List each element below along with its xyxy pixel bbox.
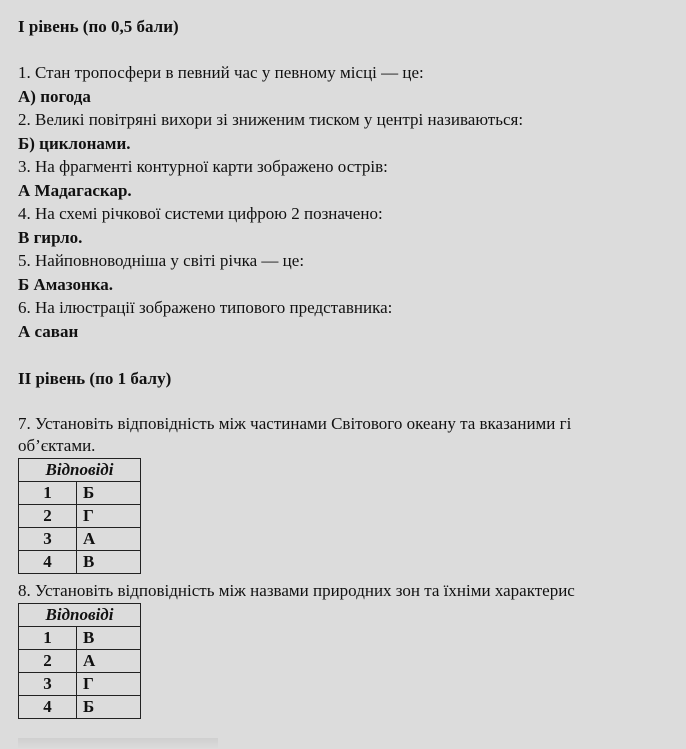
row-number: 3 [19,673,77,696]
row-answer: В [77,627,141,650]
level2-heading: ІІ рівень (по 1 балу) [18,369,172,388]
question-4: 4. На схемі річкової системи цифрою 2 позначено: [18,204,383,223]
level1-heading: І рівень (по 0,5 бали) [18,17,179,36]
cut-off-text [18,738,218,749]
table-row [19,627,141,650]
row-answer: Г [77,505,141,528]
table-row [19,673,141,696]
row-answer: А [77,528,141,551]
row-number: 2 [19,650,77,673]
row-answer: Г [77,673,141,696]
table-row [19,482,141,505]
question-2: 2. Великі повітряні вихори зі зниженим тиском у центрі називаються: [18,110,524,129]
question-7-line1: 7. Установіть відповідність між частинами Світового океану та вказаними гі [18,414,572,433]
answer-3: А Мадагаскар. [18,181,132,200]
question-1: 1. Стан тропосфери в певний час у певному місці — це: [18,63,424,82]
row-answer: В [77,551,141,574]
table-row [19,505,141,528]
row-number: 3 [19,528,77,551]
question-8-line1: 8. Установіть відповідність між назвами природних зон та їхніми характерис [18,581,575,600]
row-number: 1 [19,482,77,505]
question-6: 6. На ілюстрації зображено типового представника: [18,298,393,317]
question-7-line2: об’єктами. [18,436,96,455]
question-3: 3. На фрагменті контурної карти зображено острів: [18,157,388,176]
table-header: Відповіді [19,604,141,627]
answer-table-8 [18,603,141,719]
row-answer: Б [77,482,141,505]
answer-4: В гирло. [18,228,83,247]
answer-2: Б) циклонами. [18,134,131,153]
table-header: Відповіді [19,459,141,482]
table-row [19,650,141,673]
table-row [19,696,141,719]
row-number: 1 [19,627,77,650]
row-answer: Б [77,696,141,719]
question-5: 5. Найповноводніша у світі річка — це: [18,251,305,270]
row-number: 4 [19,696,77,719]
row-answer: А [77,650,141,673]
answer-1: А) погода [18,87,91,106]
answer-5: Б Амазонка. [18,275,114,294]
table-row [19,551,141,574]
row-number: 2 [19,505,77,528]
answer-table-7 [18,458,141,574]
table-row [19,528,141,551]
answer-6: А саван [18,322,79,341]
row-number: 4 [19,551,77,574]
